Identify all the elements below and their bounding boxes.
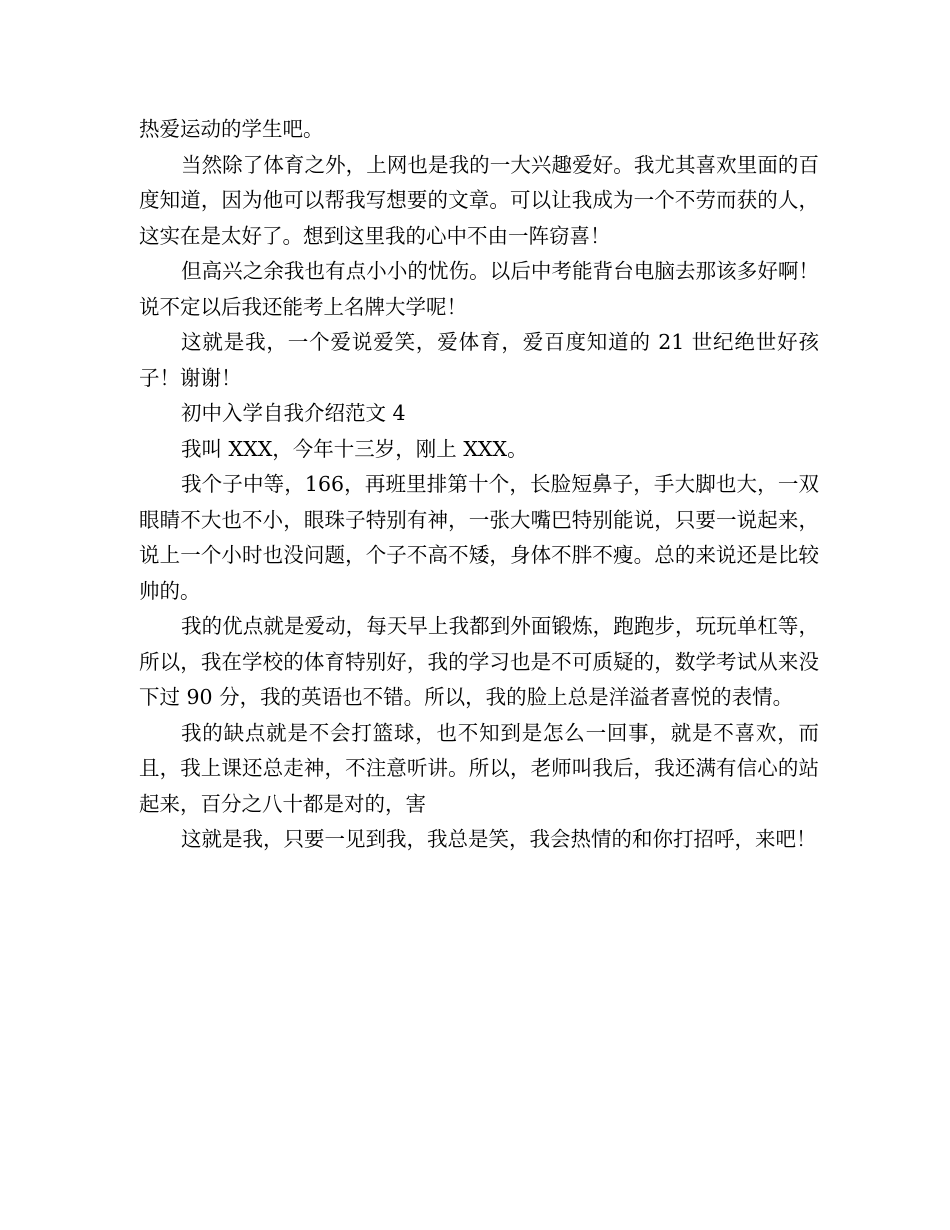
document-body: [139, 112, 819, 858]
paragraph-internet-hobby: 当然除了体育之外，上网也是我的一大兴趣爱好。我尤其喜欢里面的百度知道，因为他可以帮我写想要的文章。可以让我成为一个不劳而获的人，这实在是太好了。想到这里我的心中不由一阵窃喜！: [139, 152, 819, 248]
paragraph-weaknesses: 我的缺点就是不会打篮球，也不知到是怎么一回事，就是不喜欢，而且，我上课还总走神，不注意听讲。所以，老师叫我后，我还满有信心的站起来，百分之八十都是对的，害: [139, 720, 819, 816]
section-heading-4: 初中入学自我介绍范文 4: [181, 401, 406, 425]
paragraph-worry: 但高兴之余我也有点小小的忧伤。以后中考能背台电脑去那该多好啊！说不定以后我还能考上名牌大学呢！: [139, 259, 819, 319]
paragraph-strengths: 我的优点就是爱动，每天早上我都到外面锻炼，跑跑步，玩玩单杠等， 所以，我在学校的体育特别好，我的学习也是不可质疑的，数学考试从来没下过 90 分，我的英语也不错。所以，我的脸上总是洋溢者喜悦的表情。: [139, 614, 819, 709]
paragraph-closing-4: 这就是我，只要一见到我，我总是笑，我会热情的和你打招呼，来吧！: [181, 827, 817, 851]
paragraph-name-age: 我叫 XXX，今年十三岁，刚上 XXX。: [181, 436, 528, 461]
paragraph-appearance: 我个子中等，166，再班里排第十个，长脸短鼻子，手大脚也大，一双眼睛不大也不小，眼珠子特别有神，一张大嘴巴特别能说，只要一说起来，说上一个小时也没问题，个子不高不矮，身体不胖不瘦。总的来说还是比较帅的。: [139, 472, 819, 603]
paragraph-closing-3: 这就是我，一个爱说爱笑，爱体育，爱百度知道的 21 世纪绝世好孩子！谢谢！: [139, 330, 819, 390]
paragraph-continuation: 热爱运动的学生吧。: [139, 117, 324, 141]
